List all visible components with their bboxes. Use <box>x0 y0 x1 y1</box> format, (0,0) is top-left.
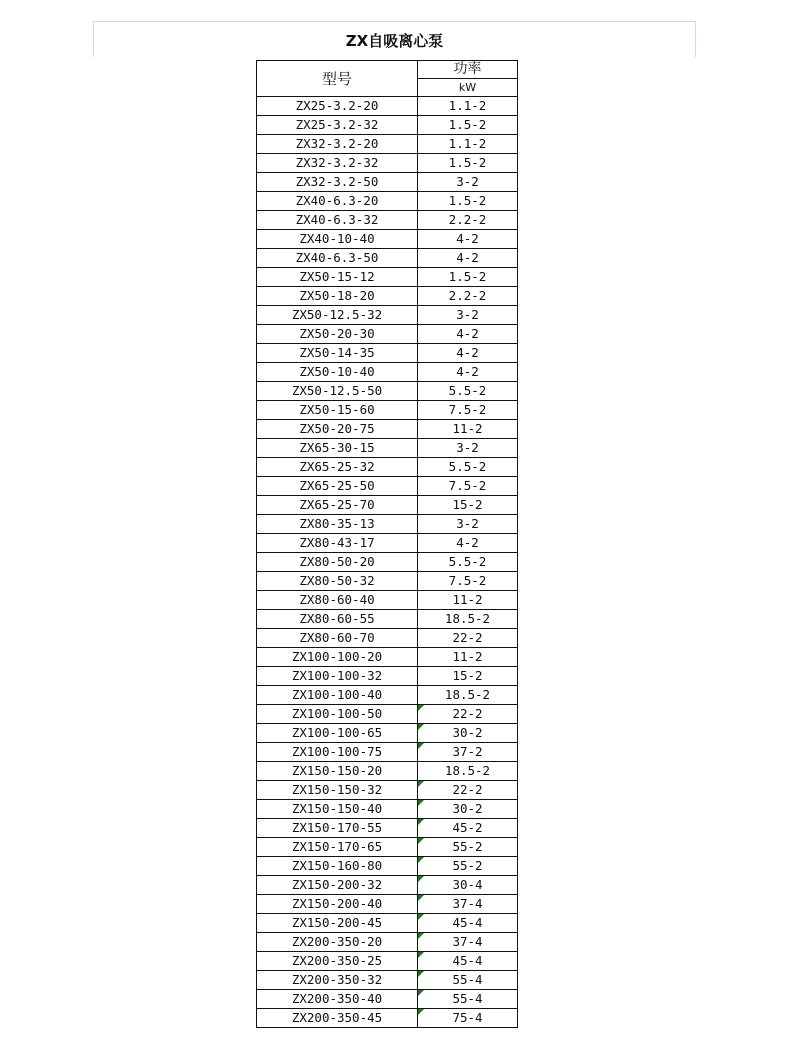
power-cell: 30-2 <box>418 800 518 819</box>
table-row <box>257 211 518 230</box>
table-row <box>257 420 518 439</box>
model-cell: ZX150-150-20 <box>257 762 418 781</box>
table-row <box>257 705 518 724</box>
header-power: 功率 <box>418 61 518 79</box>
power-cell: 18.5-2 <box>418 686 518 705</box>
power-cell: 30-2 <box>418 724 518 743</box>
model-cell: ZX50-20-75 <box>257 420 418 439</box>
power-cell: 5.5-2 <box>418 458 518 477</box>
model-cell: ZX50-18-20 <box>257 287 418 306</box>
table-row <box>257 116 518 135</box>
page-title: ZX自吸离心泵 <box>345 32 444 50</box>
frame-top-border <box>93 21 696 22</box>
power-cell: 4-2 <box>418 363 518 382</box>
power-cell: 30-4 <box>418 876 518 895</box>
power-cell: 3-2 <box>418 173 518 192</box>
table-row <box>257 534 518 553</box>
table-row <box>257 553 518 572</box>
power-cell: 45-2 <box>418 819 518 838</box>
table-row <box>257 686 518 705</box>
table-row <box>257 192 518 211</box>
power-cell: 4-2 <box>418 344 518 363</box>
model-cell: ZX150-170-65 <box>257 838 418 857</box>
model-cell: ZX50-14-35 <box>257 344 418 363</box>
table-row <box>257 610 518 629</box>
table-row <box>257 572 518 591</box>
table-row <box>257 135 518 154</box>
table-row <box>257 724 518 743</box>
power-cell: 22-2 <box>418 705 518 724</box>
model-cell: ZX50-12.5-50 <box>257 382 418 401</box>
power-cell: 4-2 <box>418 230 518 249</box>
table-row <box>257 629 518 648</box>
power-cell: 11-2 <box>418 420 518 439</box>
power-cell: 75-4 <box>418 1009 518 1028</box>
model-cell: ZX50-15-12 <box>257 268 418 287</box>
power-cell: 7.5-2 <box>418 401 518 420</box>
power-cell: 1.1-2 <box>418 97 518 116</box>
power-cell: 15-2 <box>418 496 518 515</box>
power-cell: 1.5-2 <box>418 116 518 135</box>
table-row <box>257 287 518 306</box>
model-cell: ZX80-60-55 <box>257 610 418 629</box>
table-row <box>257 971 518 990</box>
table-row <box>257 743 518 762</box>
power-cell: 7.5-2 <box>418 477 518 496</box>
power-cell: 37-4 <box>418 895 518 914</box>
power-cell: 4-2 <box>418 325 518 344</box>
table-row <box>257 857 518 876</box>
table-row <box>257 1009 518 1028</box>
table-row <box>257 363 518 382</box>
model-cell: ZX80-43-17 <box>257 534 418 553</box>
model-cell: ZX40-6.3-20 <box>257 192 418 211</box>
power-cell: 15-2 <box>418 667 518 686</box>
power-cell: 37-4 <box>418 933 518 952</box>
table-row <box>257 895 518 914</box>
frame-right-border <box>695 21 696 57</box>
model-cell: ZX150-170-55 <box>257 819 418 838</box>
table-row <box>257 952 518 971</box>
power-cell: 3-2 <box>418 439 518 458</box>
table-row <box>257 249 518 268</box>
model-cell: ZX200-350-32 <box>257 971 418 990</box>
model-cell: ZX65-25-70 <box>257 496 418 515</box>
model-cell: ZX200-350-25 <box>257 952 418 971</box>
model-cell: ZX32-3.2-50 <box>257 173 418 192</box>
model-cell: ZX150-200-40 <box>257 895 418 914</box>
model-cell: ZX100-100-40 <box>257 686 418 705</box>
power-cell: 1.5-2 <box>418 268 518 287</box>
table-row <box>257 97 518 116</box>
model-cell: ZX150-150-32 <box>257 781 418 800</box>
table-row <box>257 515 518 534</box>
power-cell: 22-2 <box>418 781 518 800</box>
model-cell: ZX25-3.2-32 <box>257 116 418 135</box>
model-cell: ZX50-20-30 <box>257 325 418 344</box>
header-unit: kW <box>418 79 518 97</box>
model-cell: ZX32-3.2-20 <box>257 135 418 154</box>
model-cell: ZX80-60-40 <box>257 591 418 610</box>
model-cell: ZX150-150-40 <box>257 800 418 819</box>
table-row <box>257 667 518 686</box>
model-cell: ZX150-200-32 <box>257 876 418 895</box>
model-cell: ZX80-60-70 <box>257 629 418 648</box>
model-cell: ZX40-6.3-50 <box>257 249 418 268</box>
table-row <box>257 781 518 800</box>
table-row <box>257 496 518 515</box>
model-cell: ZX65-30-15 <box>257 439 418 458</box>
power-cell: 3-2 <box>418 306 518 325</box>
table-row <box>257 838 518 857</box>
model-cell: ZX25-3.2-20 <box>257 97 418 116</box>
power-cell: 4-2 <box>418 534 518 553</box>
table-row <box>257 306 518 325</box>
power-cell: 55-4 <box>418 971 518 990</box>
table-row <box>257 439 518 458</box>
table-row <box>257 591 518 610</box>
power-cell: 55-2 <box>418 838 518 857</box>
model-cell: ZX65-25-50 <box>257 477 418 496</box>
header-model: 型号 <box>257 61 418 97</box>
table-row <box>257 876 518 895</box>
model-cell: ZX200-350-45 <box>257 1009 418 1028</box>
model-cell: ZX80-50-20 <box>257 553 418 572</box>
table-row <box>257 173 518 192</box>
model-cell: ZX50-12.5-32 <box>257 306 418 325</box>
model-cell: ZX150-160-80 <box>257 857 418 876</box>
table-row <box>257 230 518 249</box>
table-row <box>257 762 518 781</box>
table-row <box>257 800 518 819</box>
power-cell: 45-4 <box>418 952 518 971</box>
model-cell: ZX80-50-32 <box>257 572 418 591</box>
power-cell: 3-2 <box>418 515 518 534</box>
model-cell: ZX200-350-20 <box>257 933 418 952</box>
table-row <box>257 401 518 420</box>
power-cell: 2.2-2 <box>418 211 518 230</box>
power-cell: 11-2 <box>418 591 518 610</box>
model-cell: ZX40-6.3-32 <box>257 211 418 230</box>
table-row <box>257 990 518 1009</box>
table-row <box>257 477 518 496</box>
table-row <box>257 914 518 933</box>
power-cell: 5.5-2 <box>418 553 518 572</box>
model-cell: ZX200-350-40 <box>257 990 418 1009</box>
model-cell: ZX80-35-13 <box>257 515 418 534</box>
power-cell: 1.1-2 <box>418 135 518 154</box>
power-cell: 1.5-2 <box>418 154 518 173</box>
model-cell: ZX100-100-75 <box>257 743 418 762</box>
power-cell: 1.5-2 <box>418 192 518 211</box>
power-cell: 7.5-2 <box>418 572 518 591</box>
table-row <box>257 648 518 667</box>
model-cell: ZX50-10-40 <box>257 363 418 382</box>
table-row <box>257 933 518 952</box>
power-cell: 45-4 <box>418 914 518 933</box>
model-cell: ZX40-10-40 <box>257 230 418 249</box>
table-row <box>257 458 518 477</box>
model-cell: ZX100-100-32 <box>257 667 418 686</box>
power-cell: 2.2-2 <box>418 287 518 306</box>
table-body <box>257 97 518 1028</box>
table-row <box>257 382 518 401</box>
model-cell: ZX100-100-20 <box>257 648 418 667</box>
power-cell: 55-2 <box>418 857 518 876</box>
power-cell: 11-2 <box>418 648 518 667</box>
model-cell: ZX50-15-60 <box>257 401 418 420</box>
table-row <box>257 819 518 838</box>
model-cell: ZX32-3.2-32 <box>257 154 418 173</box>
model-cell: ZX65-25-32 <box>257 458 418 477</box>
power-cell: 18.5-2 <box>418 610 518 629</box>
model-cell: ZX100-100-65 <box>257 724 418 743</box>
power-cell: 37-2 <box>418 743 518 762</box>
power-cell: 22-2 <box>418 629 518 648</box>
table-row <box>257 344 518 363</box>
pump-table <box>256 60 518 1028</box>
table-row <box>257 268 518 287</box>
table-row <box>257 325 518 344</box>
power-cell: 55-4 <box>418 990 518 1009</box>
model-cell: ZX150-200-45 <box>257 914 418 933</box>
power-cell: 5.5-2 <box>418 382 518 401</box>
table-row <box>257 154 518 173</box>
power-cell: 4-2 <box>418 249 518 268</box>
model-cell: ZX100-100-50 <box>257 705 418 724</box>
power-cell: 18.5-2 <box>418 762 518 781</box>
